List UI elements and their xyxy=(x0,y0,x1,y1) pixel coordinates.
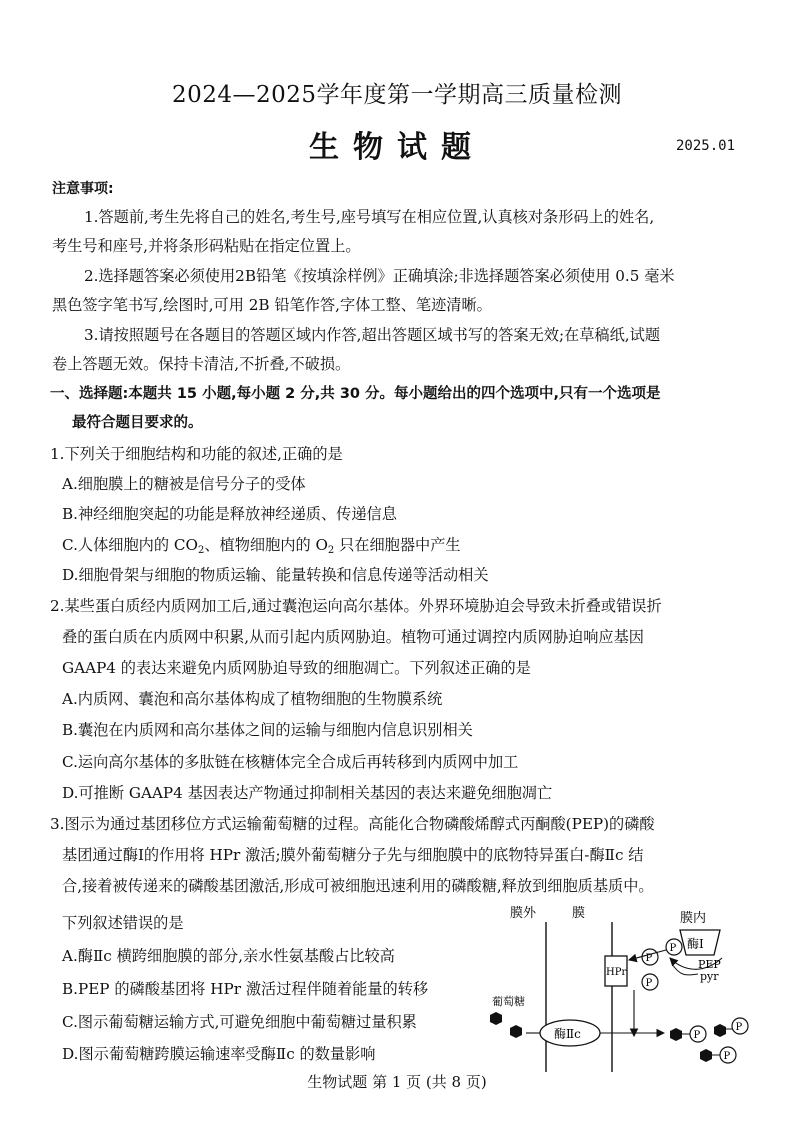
glucose-hexagon-2 xyxy=(510,1025,522,1038)
phosphoglucose-hexagon-1 xyxy=(670,1028,682,1041)
q1-option-a: A.细胞膜上的糖被是信号分子的受体 xyxy=(62,475,306,493)
q2-stem-line3: GAAP4 的表达来避免内质网胁迫导致的细胞凋亡。下列叙述正确的是 xyxy=(62,659,531,677)
q2-option-d: D.可推断 GAAP4 基因表达产物通过抑制相关基因的表达来避免细胞凋亡 xyxy=(62,784,553,802)
exam-title: 2024—2025学年度第一学期高三质量检测 xyxy=(171,82,623,108)
q1-c-text-3: 只在细胞器中产生 xyxy=(334,536,461,554)
q3-option-d: D.图示葡萄糖跨膜运输速率受酶Ⅱc 的数量影响 xyxy=(62,1045,376,1063)
phosphoglucose-hexagon-3 xyxy=(714,1024,726,1037)
phosphate-from-hpr-label: P xyxy=(645,978,653,989)
q1-option-d: D.细胞骨架与细胞的物质运输、能量转换和信息传递等活动相关 xyxy=(62,566,489,584)
q3-stem-line2: 基团通过酶Ⅰ的作用将 HPr 激活;膜外葡萄糖分子先与细胞膜中的底物特异蛋白-酶Ⅱc 结 xyxy=(62,846,644,864)
label-outside: 膜外 xyxy=(510,906,537,921)
subject-title: 生物试题 xyxy=(309,130,485,165)
q3-option-b: B.PEP 的磷酸基团将 HPr 激活过程伴随着能量的转移 xyxy=(62,980,429,998)
q3-stem-line4: 下列叙述错误的是 xyxy=(62,914,184,932)
pyr-label: pyr xyxy=(700,970,719,983)
enzyme1-label: 酶Ⅰ xyxy=(687,937,704,951)
q3-stem-line3: 合,接着被传递来的磷酸基团激活,形成可被细胞迅速利用的磷酸糖,释放到细胞质基质中。 xyxy=(62,877,654,895)
hpr-label: HPr xyxy=(606,967,627,978)
pep-label: PEP xyxy=(698,958,721,971)
q1-c-sub-1: 2 xyxy=(197,545,205,556)
notes-item2-line1: 2.选择题答案必须使用2B铅笔《按填涂样例》正确填涂;非选择题答案必须使用 0.5 毫米 xyxy=(84,267,675,285)
notes-item1-line1: 1.答题前,考生先将自己的姓名,考生号,座号填写在相应位置,认真核对条形码上的姓名, xyxy=(84,208,655,226)
q1-c-text-1: C.人体细胞内的 CO xyxy=(62,536,198,554)
page-footer: 生物试题 第 1 页 (共 8 页) xyxy=(307,1073,487,1091)
label-inside: 膜内 xyxy=(680,911,707,926)
phosphate-product-1-label: P xyxy=(693,1030,701,1041)
section1-line2: 最符合题目要求的。 xyxy=(72,415,203,431)
q1-c-sub-2: 2 xyxy=(327,545,335,556)
glucose-hexagon-1 xyxy=(490,1012,502,1025)
glucose-label: 葡萄糖 xyxy=(492,995,525,1008)
q1-c-text-2: 、植物细胞内的 O xyxy=(204,536,328,554)
q2-option-b: B.囊泡在内质网和高尔基体之间的运输与细胞内信息识别相关 xyxy=(62,721,473,739)
notes-heading: 注意事项: xyxy=(52,181,114,197)
label-membrane: 膜 xyxy=(572,906,586,921)
q1-option-c xyxy=(62,531,461,565)
q2-option-a: A.内质网、囊泡和高尔基体构成了植物细胞的生物膜系统 xyxy=(62,690,443,708)
notes-item1-line2: 考生号和座号,并将条形码粘贴在指定位置上。 xyxy=(52,237,361,255)
q3-option-c: C.图示葡萄糖运输方式,可避免细胞中葡萄糖过量积累 xyxy=(62,1013,417,1031)
q2-option-c: C.运向高尔基体的多肽链在核糖体完全合成后再转移到内质网中加工 xyxy=(62,753,519,771)
notes-item2-line2: 黑色签字笔书写,绘图时,可用 2B 铅笔作答,字体工整、笔迹清晰。 xyxy=(52,296,492,314)
phosphate-to-hpr-label: P xyxy=(645,953,653,964)
q3-option-a: A.酶Ⅱc 横跨细胞膜的部分,亲水性氨基酸占比较高 xyxy=(62,947,395,965)
q2-stem-line1: 2.某些蛋白质经内质网加工后,通过囊泡运向高尔基体。外界环境胁迫会导致未折叠或错误折 xyxy=(50,597,662,615)
section1-line1: 一、选择题:本题共 15 小题,每小题 2 分,共 30 分。每小题给出的四个选项中,只有一个选项是 xyxy=(50,386,661,402)
phosphate-on-enzyme1-label: P xyxy=(669,943,677,954)
q1-stem: 1.下列关于细胞结构和功能的叙述,正确的是 xyxy=(50,445,343,463)
q3-stem-line1: 3.图示为通过基团移位方式运输葡萄糖的过程。高能化合物磷酸烯醇式丙酮酸(PEP)的磷酸 xyxy=(50,815,655,833)
notes-item3-line1: 3.请按照题号在各题目的答题区域内作答,超出答题区域书写的答案无效;在草稿纸,试题 xyxy=(84,326,661,344)
notes-item3-line2: 卷上答题无效。保持卡清洁,不折叠,不破损。 xyxy=(52,355,351,373)
q1-option-b: B.神经细胞突起的功能是释放神经递质、传递信息 xyxy=(62,505,397,523)
q2-stem-line2: 叠的蛋白质在内质网中积累,从而引起内质网胁迫。植物可通过调控内质网胁迫响应基因 xyxy=(62,628,644,646)
exam-date: 2025.01 xyxy=(676,138,736,154)
enzyme2c-label: 酶Ⅱc xyxy=(554,1027,581,1041)
phosphate-product-2-label: P xyxy=(735,1022,743,1033)
phosphoglucose-hexagon-2 xyxy=(700,1049,712,1062)
glucose-transport-diagram xyxy=(484,900,770,1072)
phosphate-product-3-label: P xyxy=(723,1051,731,1062)
